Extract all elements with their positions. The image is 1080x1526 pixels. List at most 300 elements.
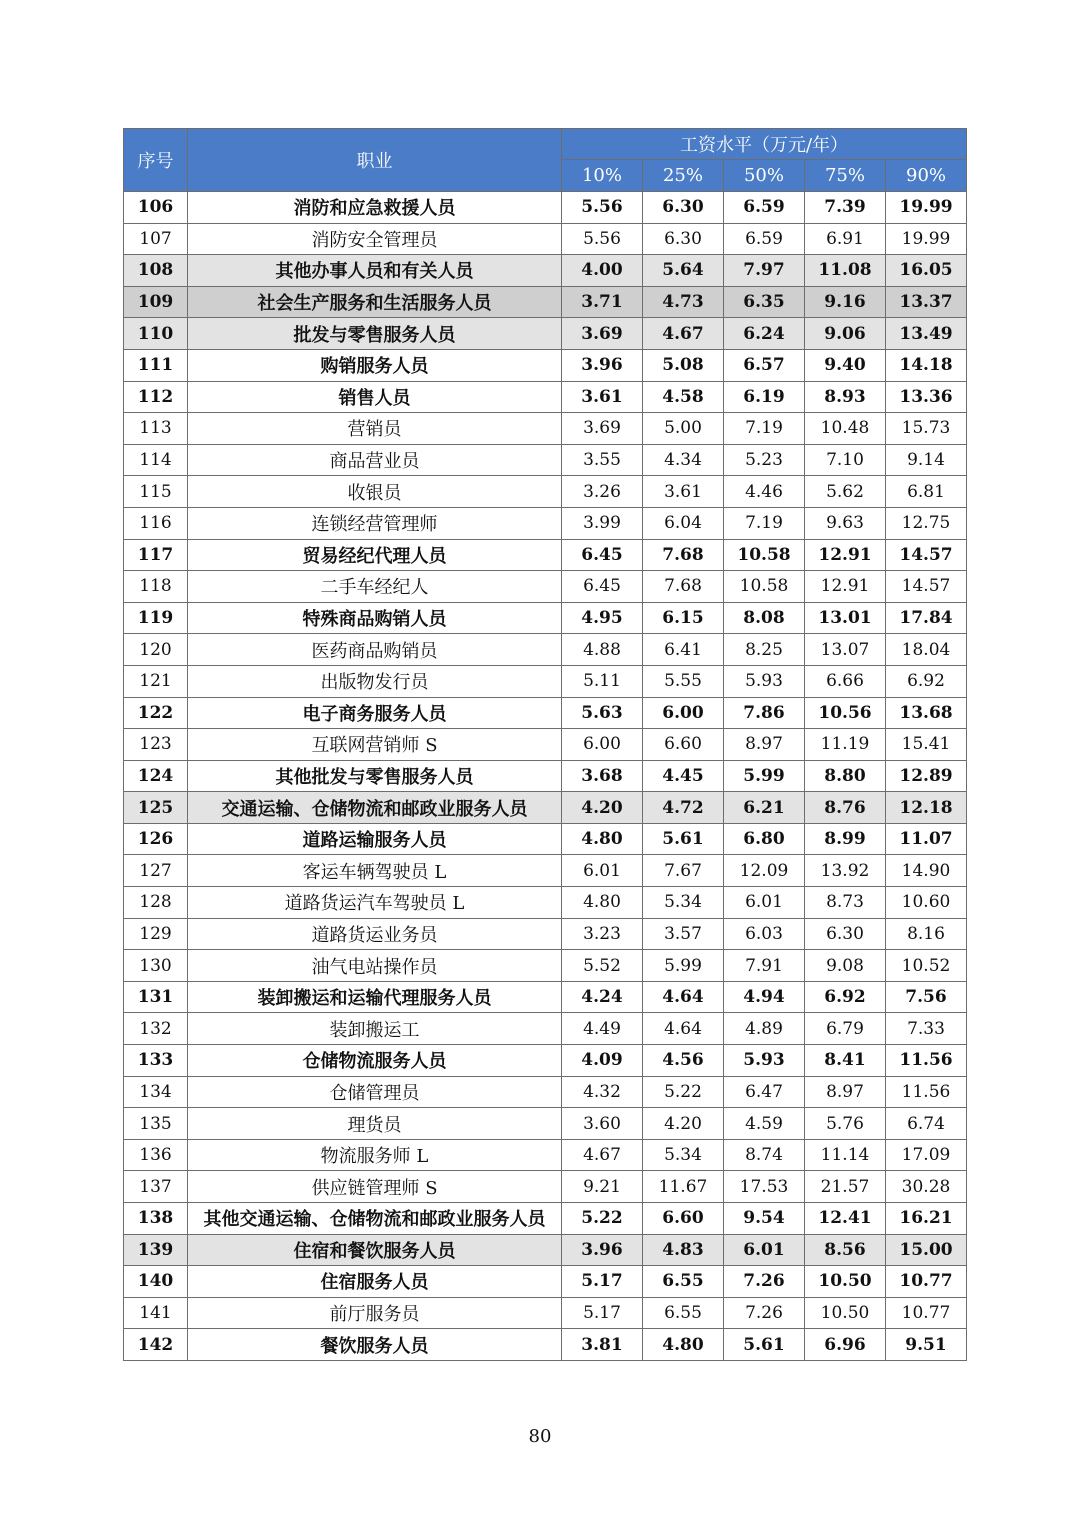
cell-p90: 13.37 [886,286,967,318]
cell-p75: 11.08 [805,255,886,287]
cell-p90: 18.04 [886,634,967,666]
cell-p75: 9.08 [805,950,886,982]
cell-p10: 5.11 [562,665,643,697]
cell-occupation: 交通运输、仓储物流和邮政业服务人员 [188,792,562,824]
cell-p90: 11.07 [886,823,967,855]
cell-p75: 10.50 [805,1266,886,1298]
cell-serial-no: 141 [124,1297,188,1329]
cell-p75: 7.39 [805,192,886,224]
cell-p25: 4.80 [643,1329,724,1361]
cell-p90: 16.21 [886,1203,967,1235]
cell-p90: 16.05 [886,255,967,287]
cell-p75: 8.80 [805,760,886,792]
cell-p50: 9.54 [724,1203,805,1235]
cell-occupation: 油气电站操作员 [188,950,562,982]
cell-occupation: 特殊商品购销人员 [188,602,562,634]
cell-p90: 17.84 [886,602,967,634]
cell-occupation: 前厅服务员 [188,1297,562,1329]
cell-occupation: 装卸搬运工 [188,1013,562,1045]
cell-p75: 8.76 [805,792,886,824]
cell-p75: 9.06 [805,318,886,350]
table-row [124,413,967,445]
cell-p50: 8.25 [724,634,805,666]
cell-p50: 6.57 [724,349,805,381]
cell-p75: 8.97 [805,1076,886,1108]
cell-p90: 12.75 [886,507,967,539]
table-row [124,950,967,982]
cell-p25: 4.73 [643,286,724,318]
cell-p10: 3.71 [562,286,643,318]
table-row [124,349,967,381]
cell-p50: 6.59 [724,223,805,255]
cell-p25: 6.60 [643,729,724,761]
cell-p50: 10.58 [724,539,805,571]
cell-p50: 7.19 [724,413,805,445]
cell-p25: 6.41 [643,634,724,666]
cell-p50: 8.97 [724,729,805,761]
cell-p50: 17.53 [724,1171,805,1203]
table-row [124,476,967,508]
cell-p75: 9.63 [805,507,886,539]
cell-p10: 3.99 [562,507,643,539]
cell-p25: 6.04 [643,507,724,539]
cell-p90: 14.57 [886,571,967,603]
table-row [124,792,967,824]
cell-p10: 4.09 [562,1045,643,1077]
cell-occupation: 出版物发行员 [188,665,562,697]
table-row [124,192,967,224]
cell-p10: 3.96 [562,349,643,381]
table-row [124,760,967,792]
table-row [124,1013,967,1045]
cell-p90: 8.16 [886,918,967,950]
cell-p25: 5.64 [643,255,724,287]
cell-p25: 6.15 [643,602,724,634]
page-number: 80 [528,1426,552,1447]
cell-p10: 4.20 [562,792,643,824]
cell-p75: 7.10 [805,444,886,476]
cell-occupation: 道路货运业务员 [188,918,562,950]
cell-p10: 4.88 [562,634,643,666]
cell-p75: 6.92 [805,981,886,1013]
cell-occupation: 供应链管理师 S [188,1171,562,1203]
cell-p50: 5.61 [724,1329,805,1361]
cell-p25: 6.00 [643,697,724,729]
table-row [124,729,967,761]
cell-p10: 6.45 [562,539,643,571]
cell-serial-no: 119 [124,602,188,634]
cell-p25: 4.45 [643,760,724,792]
cell-p90: 10.77 [886,1266,967,1298]
cell-p50: 6.35 [724,286,805,318]
cell-p10: 5.56 [562,192,643,224]
cell-p10: 4.49 [562,1013,643,1045]
table-row [124,1203,967,1235]
cell-p10: 3.69 [562,413,643,445]
cell-serial-no: 121 [124,665,188,697]
cell-serial-no: 108 [124,255,188,287]
cell-p10: 3.69 [562,318,643,350]
table-row [124,444,967,476]
table-row [124,255,967,287]
cell-p50: 5.23 [724,444,805,476]
cell-occupation: 道路运输服务人员 [188,823,562,855]
cell-serial-no: 140 [124,1266,188,1298]
cell-p90: 10.52 [886,950,967,982]
cell-p25: 5.61 [643,823,724,855]
cell-p50: 12.09 [724,855,805,887]
cell-p75: 6.79 [805,1013,886,1045]
cell-p10: 4.32 [562,1076,643,1108]
cell-p25: 5.99 [643,950,724,982]
cell-p25: 6.55 [643,1297,724,1329]
cell-p10: 3.81 [562,1329,643,1361]
cell-serial-no: 113 [124,413,188,445]
cell-occupation: 购销服务人员 [188,349,562,381]
table-row [124,1234,967,1266]
cell-serial-no: 124 [124,760,188,792]
cell-serial-no: 115 [124,476,188,508]
cell-occupation: 物流服务师 L [188,1139,562,1171]
cell-serial-no: 116 [124,507,188,539]
cell-serial-no: 135 [124,1108,188,1140]
cell-p90: 6.92 [886,665,967,697]
cell-p50: 7.26 [724,1266,805,1298]
header-p50: 50% [724,160,805,192]
cell-occupation: 社会生产服务和生活服务人员 [188,286,562,318]
cell-p75: 5.76 [805,1108,886,1140]
cell-p25: 4.34 [643,444,724,476]
cell-p75: 10.48 [805,413,886,445]
cell-occupation: 住宿服务人员 [188,1266,562,1298]
cell-p10: 5.22 [562,1203,643,1235]
cell-p25: 6.30 [643,192,724,224]
table-row [124,855,967,887]
cell-serial-no: 117 [124,539,188,571]
table-row [124,1076,967,1108]
cell-serial-no: 131 [124,981,188,1013]
cell-occupation: 理货员 [188,1108,562,1140]
cell-p90: 19.99 [886,223,967,255]
cell-serial-no: 132 [124,1013,188,1045]
table-row [124,1108,967,1140]
cell-p25: 5.55 [643,665,724,697]
cell-serial-no: 142 [124,1329,188,1361]
cell-p90: 14.90 [886,855,967,887]
cell-p25: 5.34 [643,1139,724,1171]
cell-p10: 3.61 [562,381,643,413]
cell-p75: 5.62 [805,476,886,508]
cell-p50: 4.46 [724,476,805,508]
cell-p75: 8.73 [805,887,886,919]
cell-p50: 7.97 [724,255,805,287]
cell-p10: 4.24 [562,981,643,1013]
cell-p50: 4.94 [724,981,805,1013]
cell-p10: 5.17 [562,1266,643,1298]
cell-p50: 4.89 [724,1013,805,1045]
cell-p25: 3.57 [643,918,724,950]
cell-serial-no: 106 [124,192,188,224]
cell-p90: 15.73 [886,413,967,445]
cell-occupation: 商品营业员 [188,444,562,476]
cell-p75: 8.99 [805,823,886,855]
cell-occupation: 仓储物流服务人员 [188,1045,562,1077]
cell-p90: 10.77 [886,1297,967,1329]
cell-p10: 3.60 [562,1108,643,1140]
cell-p25: 3.61 [643,476,724,508]
cell-p90: 9.14 [886,444,967,476]
cell-p25: 7.68 [643,571,724,603]
cell-p10: 3.55 [562,444,643,476]
cell-p90: 13.36 [886,381,967,413]
cell-p25: 4.20 [643,1108,724,1140]
cell-p75: 9.40 [805,349,886,381]
cell-p10: 3.23 [562,918,643,950]
table-row [124,665,967,697]
cell-p10: 4.95 [562,602,643,634]
cell-p10: 4.67 [562,1139,643,1171]
cell-p50: 4.59 [724,1108,805,1140]
cell-p90: 12.18 [886,792,967,824]
cell-p10: 5.63 [562,697,643,729]
header-p90: 90% [886,160,967,192]
cell-p25: 6.55 [643,1266,724,1298]
cell-occupation: 仓储管理员 [188,1076,562,1108]
cell-p50: 8.74 [724,1139,805,1171]
cell-p75: 12.41 [805,1203,886,1235]
cell-p25: 7.68 [643,539,724,571]
header-serial-no: 序号 [124,129,188,192]
cell-occupation: 其他交通运输、仓储物流和邮政业服务人员 [188,1203,562,1235]
cell-occupation: 销售人员 [188,381,562,413]
cell-p10: 5.56 [562,223,643,255]
cell-serial-no: 120 [124,634,188,666]
cell-occupation: 餐饮服务人员 [188,1329,562,1361]
cell-p10: 4.80 [562,887,643,919]
cell-p10: 3.26 [562,476,643,508]
table-row [124,634,967,666]
cell-p10: 4.00 [562,255,643,287]
wage-table [123,128,967,1361]
cell-p50: 6.47 [724,1076,805,1108]
cell-p50: 7.19 [724,507,805,539]
cell-p75: 10.50 [805,1297,886,1329]
table-row [124,571,967,603]
cell-p75: 6.66 [805,665,886,697]
cell-p10: 6.45 [562,571,643,603]
cell-serial-no: 138 [124,1203,188,1235]
cell-p50: 6.59 [724,192,805,224]
cell-p50: 7.86 [724,697,805,729]
cell-p50: 5.99 [724,760,805,792]
cell-p25: 4.58 [643,381,724,413]
cell-p25: 5.22 [643,1076,724,1108]
cell-serial-no: 130 [124,950,188,982]
cell-serial-no: 110 [124,318,188,350]
table-row [124,823,967,855]
cell-p75: 8.41 [805,1045,886,1077]
cell-p75: 6.30 [805,918,886,950]
header-p75: 75% [805,160,886,192]
table-row [124,697,967,729]
cell-p50: 7.91 [724,950,805,982]
cell-p25: 4.67 [643,318,724,350]
table-row [124,223,967,255]
cell-p75: 8.93 [805,381,886,413]
cell-occupation: 营销员 [188,413,562,445]
cell-p90: 19.99 [886,192,967,224]
cell-serial-no: 109 [124,286,188,318]
cell-p25: 4.56 [643,1045,724,1077]
table-row [124,1139,967,1171]
cell-serial-no: 114 [124,444,188,476]
cell-occupation: 连锁经营管理师 [188,507,562,539]
cell-p90: 17.09 [886,1139,967,1171]
cell-p90: 13.68 [886,697,967,729]
cell-p90: 7.33 [886,1013,967,1045]
cell-occupation: 其他办事人员和有关人员 [188,255,562,287]
cell-p90: 6.74 [886,1108,967,1140]
cell-occupation: 二手车经纪人 [188,571,562,603]
cell-p50: 6.19 [724,381,805,413]
table-row [124,1171,967,1203]
cell-p25: 4.64 [643,1013,724,1045]
table-row [124,918,967,950]
header-p10: 10% [562,160,643,192]
cell-p75: 11.19 [805,729,886,761]
cell-p10: 9.21 [562,1171,643,1203]
header-occupation: 职业 [188,129,562,192]
cell-p90: 11.56 [886,1045,967,1077]
cell-p90: 14.18 [886,349,967,381]
cell-serial-no: 139 [124,1234,188,1266]
cell-occupation: 批发与零售服务人员 [188,318,562,350]
cell-p10: 6.01 [562,855,643,887]
cell-serial-no: 123 [124,729,188,761]
table-row [124,381,967,413]
cell-p90: 14.57 [886,539,967,571]
cell-serial-no: 112 [124,381,188,413]
cell-occupation: 消防和应急救援人员 [188,192,562,224]
cell-p90: 12.89 [886,760,967,792]
cell-occupation: 收银员 [188,476,562,508]
cell-occupation: 装卸搬运和运输代理服务人员 [188,981,562,1013]
cell-p50: 8.08 [724,602,805,634]
cell-p90: 7.56 [886,981,967,1013]
cell-p25: 5.08 [643,349,724,381]
table-row [124,1329,967,1361]
cell-p75: 6.91 [805,223,886,255]
table-row [124,539,967,571]
cell-p50: 6.24 [724,318,805,350]
cell-occupation: 客运车辆驾驶员 L [188,855,562,887]
cell-p75: 12.91 [805,539,886,571]
cell-p50: 5.93 [724,665,805,697]
cell-p50: 6.03 [724,918,805,950]
cell-serial-no: 118 [124,571,188,603]
cell-occupation: 互联网营销师 S [188,729,562,761]
cell-p25: 4.64 [643,981,724,1013]
cell-p90: 13.49 [886,318,967,350]
cell-p50: 6.21 [724,792,805,824]
cell-p90: 15.00 [886,1234,967,1266]
table-row [124,318,967,350]
cell-occupation: 道路货运汽车驾驶员 L [188,887,562,919]
cell-p25: 7.67 [643,855,724,887]
cell-p50: 5.93 [724,1045,805,1077]
cell-serial-no: 137 [124,1171,188,1203]
cell-p75: 13.07 [805,634,886,666]
cell-p75: 21.57 [805,1171,886,1203]
cell-p50: 7.26 [724,1297,805,1329]
cell-p25: 11.67 [643,1171,724,1203]
table-row [124,1297,967,1329]
cell-p75: 12.91 [805,571,886,603]
cell-serial-no: 111 [124,349,188,381]
cell-serial-no: 126 [124,823,188,855]
cell-occupation: 住宿和餐饮服务人员 [188,1234,562,1266]
cell-p50: 10.58 [724,571,805,603]
cell-p25: 6.30 [643,223,724,255]
cell-p25: 5.00 [643,413,724,445]
cell-p50: 6.01 [724,1234,805,1266]
cell-serial-no: 129 [124,918,188,950]
cell-p10: 5.17 [562,1297,643,1329]
table-row [124,887,967,919]
cell-p90: 11.56 [886,1076,967,1108]
cell-p90: 15.41 [886,729,967,761]
cell-serial-no: 125 [124,792,188,824]
cell-p75: 11.14 [805,1139,886,1171]
header-wage-level: 工资水平（万元/年） [562,129,967,160]
cell-p75: 6.96 [805,1329,886,1361]
cell-p75: 13.01 [805,602,886,634]
cell-p75: 10.56 [805,697,886,729]
cell-serial-no: 133 [124,1045,188,1077]
cell-occupation: 电子商务服务人员 [188,697,562,729]
cell-p90: 9.51 [886,1329,967,1361]
cell-p10: 6.00 [562,729,643,761]
table-body [124,192,967,1361]
cell-p10: 5.52 [562,950,643,982]
table-row [124,1045,967,1077]
cell-p10: 3.68 [562,760,643,792]
cell-occupation: 其他批发与零售服务人员 [188,760,562,792]
table-row [124,981,967,1013]
cell-p90: 30.28 [886,1171,967,1203]
header-p25: 25% [643,160,724,192]
cell-p75: 9.16 [805,286,886,318]
cell-p25: 4.72 [643,792,724,824]
cell-p90: 6.81 [886,476,967,508]
cell-p10: 4.80 [562,823,643,855]
cell-p25: 5.34 [643,887,724,919]
cell-occupation: 贸易经纪代理人员 [188,539,562,571]
cell-occupation: 消防安全管理员 [188,223,562,255]
cell-serial-no: 122 [124,697,188,729]
cell-serial-no: 128 [124,887,188,919]
table-row [124,602,967,634]
cell-p50: 6.80 [724,823,805,855]
cell-serial-no: 107 [124,223,188,255]
cell-p25: 6.60 [643,1203,724,1235]
cell-p50: 6.01 [724,887,805,919]
cell-p75: 8.56 [805,1234,886,1266]
cell-serial-no: 127 [124,855,188,887]
cell-p90: 10.60 [886,887,967,919]
table-row [124,286,967,318]
cell-p25: 4.83 [643,1234,724,1266]
